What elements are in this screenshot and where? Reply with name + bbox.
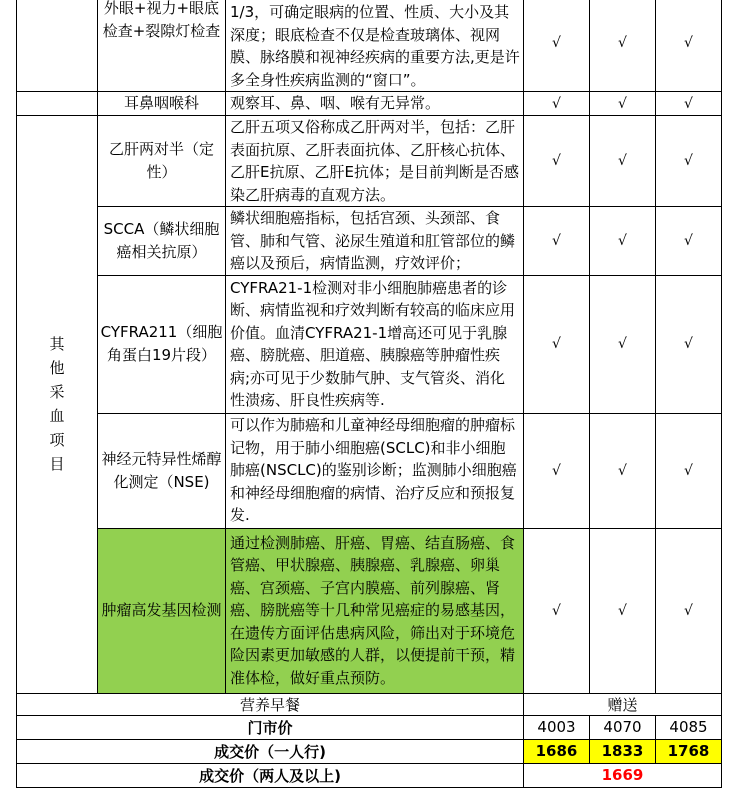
check-mark: √ — [656, 275, 722, 413]
deal-price-group-row — [17, 763, 722, 787]
check-mark: √ — [524, 116, 590, 207]
check-mark: √ — [590, 0, 656, 92]
check-mark: √ — [590, 207, 656, 276]
retail-price-row — [17, 715, 722, 739]
check-mark: √ — [524, 207, 590, 276]
table-row — [17, 116, 722, 207]
item-description: 1/3，可确定眼病的位置、性质、大小及其深度；眼底检查不仅是检查玻璃体、视网膜、脉络膜和视神经疾病的重要方法,更是许多全身性疾病监测的“窗口”。 — [226, 0, 524, 92]
category-cell — [17, 116, 98, 694]
check-mark: √ — [656, 0, 722, 92]
item-name: CYFRA211（细胞角蛋白19片段） — [98, 275, 226, 413]
item-name: 耳鼻咽喉科 — [98, 92, 226, 116]
check-mark: √ — [524, 0, 590, 92]
group-cell-eye-ent — [17, 0, 98, 92]
item-description: 通过检测肺癌、肝癌、胃癌、结直肠癌、食管癌、甲状腺癌、胰腺癌、乳腺癌、卵巢癌、宫颈癌、子宫内膜癌、前列腺癌、肾癌、膀胱癌等十几种常见癌症的易感基因，在遗传方面评估患病风险，筛出对于环境危险因素更加敏感的人群，以便提前干预，精准体检，做好重点预防。 — [226, 528, 524, 693]
retail-price-value: 4003 — [524, 715, 590, 739]
deal-price-single-label: 成交价（一人行) — [17, 739, 524, 763]
check-mark: √ — [656, 528, 722, 693]
check-mark: √ — [524, 275, 590, 413]
deal-price-group-label: 成交价（两人及以上) — [17, 763, 524, 787]
check-mark: √ — [590, 92, 656, 116]
deal-price-single-value: 1833 — [590, 739, 656, 763]
deal-price-single-value: 1768 — [656, 739, 722, 763]
breakfast-row — [17, 693, 722, 715]
item-description: 乙肝五项又俗称成乙肝两对半，包括：乙肝表面抗原、乙肝表面抗体、乙肝核心抗体、乙肝E抗原、乙肝E抗体；是目前判断是否感染乙肝病毒的直观方法。 — [226, 116, 524, 207]
table-row — [17, 413, 722, 528]
item-name: 乙肝两对半（定性） — [98, 116, 226, 207]
retail-price-label: 门市价 — [17, 715, 524, 739]
check-mark: √ — [656, 413, 722, 528]
item-name: 肿瘤高发基因检测 — [98, 528, 226, 693]
package-table — [16, 0, 722, 788]
deal-price-group-value: 1669 — [524, 763, 722, 787]
category-label: 其他采血项目 — [49, 335, 65, 474]
item-description: 观察耳、鼻、咽、喉有无异常。 — [226, 92, 524, 116]
item-name: 神经元特异性烯醇化测定（NSE) — [98, 413, 226, 528]
table-row — [17, 275, 722, 413]
check-mark: √ — [656, 92, 722, 116]
check-mark: √ — [590, 116, 656, 207]
item-description: 鳞状细胞癌指标，包括宫颈、头颈部、食管、肺和气管、泌尿生殖道和肛管部位的鳞癌以及预后，病情监测，疗效评价； — [226, 207, 524, 276]
check-mark: √ — [524, 413, 590, 528]
deal-price-single-row — [17, 739, 722, 763]
table-row — [17, 528, 722, 693]
breakfast-value: 赠送 — [524, 693, 722, 715]
deal-price-single-value: 1686 — [524, 739, 590, 763]
item-description: 可以作为肺癌和儿童神经母细胞瘤的肿瘤标记物，用于肺小细胞癌(SCLC)和非小细胞肺癌(NSCLC)的鉴别诊断；监测肺小细胞癌和神经母细胞瘤的病情、治疗反应和预报复发. — [226, 413, 524, 528]
check-mark: √ — [590, 413, 656, 528]
check-mark: √ — [524, 92, 590, 116]
retail-price-value: 4085 — [656, 715, 722, 739]
retail-price-value: 4070 — [590, 715, 656, 739]
check-mark: √ — [590, 275, 656, 413]
breakfast-label: 营养早餐 — [17, 693, 524, 715]
check-mark: √ — [656, 116, 722, 207]
table-row — [17, 92, 722, 116]
table-row — [17, 0, 722, 92]
group-cell-eye-ent — [17, 92, 98, 116]
check-mark: √ — [656, 207, 722, 276]
item-name: SCCA（鳞状细胞癌相关抗原） — [98, 207, 226, 276]
table-row — [17, 207, 722, 276]
check-mark: √ — [590, 528, 656, 693]
check-mark: √ — [524, 528, 590, 693]
item-name: 外眼+视力+眼底检查+裂隙灯检查 — [98, 0, 226, 92]
item-description: CYFRA21-1检测对非小细胞肺癌患者的诊断、病情监视和疗效判断有较高的临床应用价值。血清CYFRA21-1增高还可见于乳腺癌、膀胱癌、胆道癌、胰腺癌等肿瘤性疾病;亦可见于少数肺气肿、支气管炎、消化性溃疡、肝良性疾病等. — [226, 275, 524, 413]
